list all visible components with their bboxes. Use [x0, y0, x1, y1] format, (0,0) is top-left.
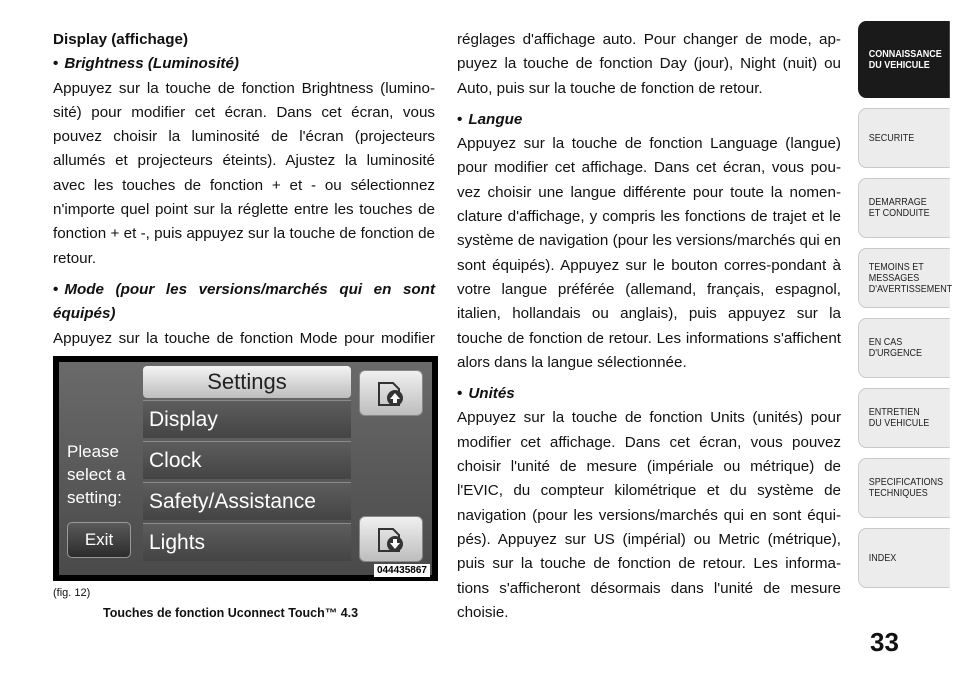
page-up-button[interactable] [359, 370, 423, 416]
select-setting-prompt: Please select a setting: [67, 442, 126, 507]
menu-item-lights[interactable]: Lights [143, 523, 351, 561]
menu-item-display[interactable]: Display [143, 400, 351, 438]
bullet-mode-title: • Mode (pour les versions/marchés qui en sont équipés) [53, 280, 435, 323]
tab-specifications-techniques[interactable]: SPECIFICATIONS TECHNIQUES [858, 458, 950, 518]
menu-item-clock[interactable]: Clock [143, 441, 351, 479]
section-heading: Display (affichage) [53, 31, 189, 48]
page-up-icon [375, 377, 407, 409]
tab-demarrage-conduite[interactable]: DEMARRAGE ET CONDUITE [858, 178, 950, 238]
settings-title-bar: Settings [143, 366, 351, 398]
uconnect-screen-figure [53, 356, 438, 581]
bullet-language-title: • Langue [457, 110, 523, 128]
image-code: 044435867 [374, 564, 430, 577]
tab-securite[interactable]: SECURITE [858, 108, 950, 168]
language-paragraph: Appuyez sur la touche de fonction Language (langue) pour modifier cet affichage. Dans cet écran, vous pou-vez choisir une langue différente pour toute la nomen-clature d'affichage, y compris les fonctions de trajet et le système de navigation (pour les versions/marchés qui en sont équipés). Appuyez sur le bouton corres-pondant à votre langue préférée (allemand, français, espagnol, italien, hollandais ou anglais), puis appuyez sur la touche de fonction de retour. Les informations s'affichent alors dans la langue sélectionnée. [457, 135, 841, 371]
page-number: 33 [870, 627, 899, 657]
left-column [53, 28, 435, 375]
tab-index[interactable]: INDEX [858, 528, 950, 588]
page-down-icon [375, 523, 407, 555]
figure-label: (fig. 12) [53, 587, 91, 599]
bullet-icon: • [457, 385, 463, 403]
menu-item-safety-assistance[interactable]: Safety/Assistance [143, 482, 351, 520]
mode-paragraph: Appuyez sur la touche de fonction Mode pour modifier [53, 329, 435, 347]
bullet-units-title: • Unités [457, 385, 515, 403]
tab-temoins-messages[interactable]: TEMOINS ET MESSAGES D'AVERTISSEMENT [858, 248, 950, 308]
right-column [457, 28, 841, 625]
bullet-brightness-title: • Brightness (Luminosité) [53, 55, 239, 73]
page-down-button[interactable] [359, 516, 423, 562]
bullet-icon: • [53, 55, 59, 73]
tab-entretien-vehicule[interactable]: ENTRETIEN DU VEHICULE [858, 388, 950, 448]
bullet-icon: • [53, 280, 59, 298]
mode-continuation: réglages d'affichage auto. Pour changer de mode, ap-puyez la touche de fonction Day (jour), Night (nuit) ou Auto, puis sur la touche de fonction de retour. [457, 31, 841, 97]
brightness-paragraph: Appuyez sur la touche de fonction Brightness (lumino-sité) pour modifier cet écran. Dans cet écran, vous pouvez choisir la luminosité de l'écran (projecteurs allumés et projecteurs éteints). Ajustez la luminosité avec les touches de fonction + et - ou sélectionnez n'importe quel point sur la réglette entre les touches de fonction + et -, puis appuyez sur la touche de fonction de retour. [53, 79, 435, 267]
screen-display [59, 362, 432, 575]
units-paragraph: Appuyez sur la touche de fonction Units (unités) pour modifier cet affichage. Dans cet écran, vous pouvez choisir l'unité de mesure (impériale ou métrique) de l'EVIC, du compteur kilométrique et du système de navigation (pour les versions/marchés qui en sont équi-pés). Appuyez sur US (impérial) ou Metric (métrique), puis sur la touche de fonction de retour. Les informa-tions s'afficheront désormais dans l'unité de mesure choisie. [457, 409, 841, 621]
bullet-icon: • [457, 110, 463, 128]
figure-caption: Touches de fonction Uconnect Touch™ 4.3 [103, 606, 359, 620]
exit-button[interactable]: Exit [67, 522, 131, 558]
tab-connaissance-vehicule[interactable]: CONNAISSANCE DU VEHICULE [858, 21, 950, 98]
tab-en-cas-urgence[interactable]: EN CAS D'URGENCE [858, 318, 950, 378]
chapter-tabs [858, 21, 960, 598]
